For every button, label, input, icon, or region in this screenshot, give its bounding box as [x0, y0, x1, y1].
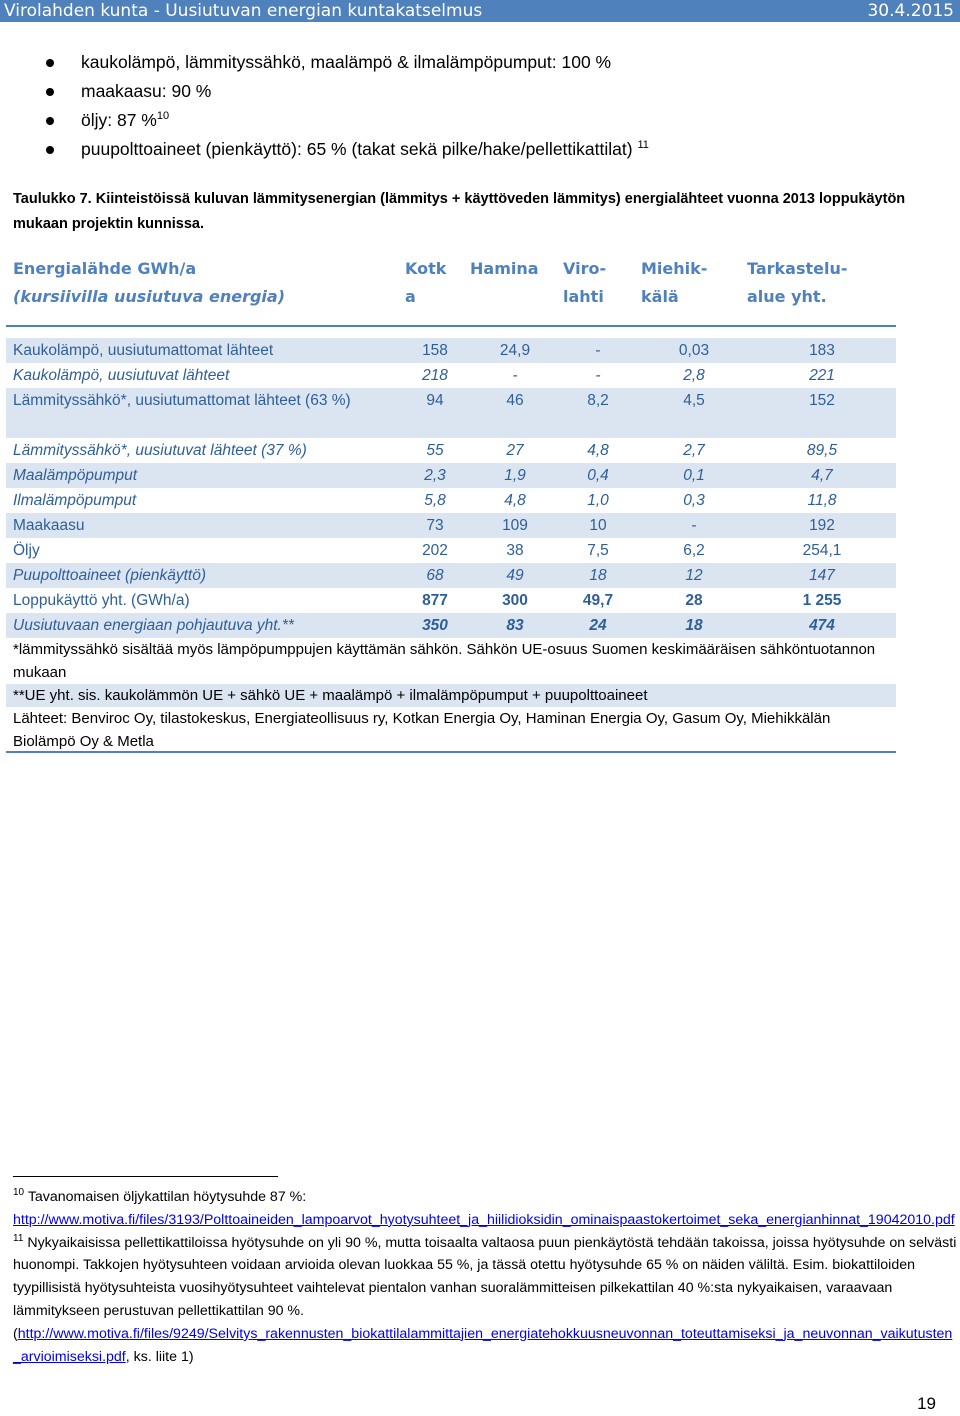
table-bottom-rule [6, 751, 896, 753]
efficiency-bullet-list [0, 48, 960, 164]
table-header [0, 255, 960, 317]
table-row: Maalämpöpumput 2,3 1,9 0,4 0,1 4,7 [6, 463, 896, 488]
bullet-item: kaukolämpö, lämmityssähkö, maalämpö & ilmalämpöpumput: 100 % [0, 48, 960, 77]
page-header [0, 0, 960, 22]
table-note: **UE yht. sis. kaukolämmön UE + sähkö UE + maalämpö + ilmalämpöpumput + puupolttoaineet [6, 684, 896, 707]
bullet-item: maakaasu: 90 % [0, 77, 960, 106]
table-row-renewable-total: Uusiutuvaan energiaan pohjautuva yht.** 350 83 24 18 474 [6, 613, 896, 638]
bullet-icon [46, 146, 54, 154]
table-row: Maakaasu 73 109 10 - 192 [6, 513, 896, 538]
header-date: 30.4.2015 [867, 1, 954, 21]
table-row: Kaukolämpö, uusiutuvat lähteet 218 - - 2,8 221 [13, 367, 835, 384]
table-note: *lämmityssähkö sisältää myös lämpöpumppujen käyttämän sähkön. Sähkön UE-osuus Suomen keskimääräisen sähköntuotannon mukaan [13, 641, 876, 681]
table-body [6, 338, 896, 638]
header-virolahti: Viro- lahti [563, 259, 607, 306]
footnote-11: $^{11}$ Nykyaikaisissa pellettikattiloissa hyötysuhde on yli 90 %, mutta toisaalta valtaosa puun pienkäytöstä tehdään takoissa, joissa hyötysuhde on selvästi huonompi. Takkojen hyötysuhteen voidaan arvioida olevan luokkaa 55 %, ja tässä otettu hyötysuhde 65 % on näiden väliltä. Esim. biokattiloiden tyypillisistä hyötysuhteista vuosihyötysuhteet vaihtelevat pientalon vanhan suoralämmitteisen pilkekattilan 40 %:sta nykyaikaisen, varaavaan lämmitykseen perustuvan pellettikattilan 90 %. (http://www.motiva.fi/files/9249/Selvitys_rakennusten_biokattilalammittajien_energiatehokkuusneuvonnan_toteuttamiseksi_ja_neuvonnan_vaikutusten_arvioimiseksi.pdf, ks. liite 1) [13, 1232, 957, 1365]
table-notes [6, 638, 896, 753]
table-row-total: Loppukäyttö yht. (GWh/a) 877 300 49,7 28 1 255 [13, 592, 842, 609]
table-caption: Taulukko 7. Kiinteistöissä kuluvan lämmitysenergian (lämmitys + käyttöveden lämmitys) energialähteet vuonna 2013 loppukäytön mukaan projektin kunnissa. [13, 191, 906, 232]
bullet-icon [46, 59, 54, 67]
footnote-11-link[interactable]: http://www.motiva.fi/files/9249/Selvitys_rakennusten_biokattilalammittajien_energiatehokkuusneuvonnan_toteuttamiseksi_ja_neuvonnan_vaikutusten_arvioimiseksi.pdf [13, 1325, 953, 1365]
header-title: Virolahden kunta - Uusiutuvan energian kuntakatselmus [4, 1, 483, 21]
bullet-item: öljy: 87 %$^{10}$ [0, 106, 960, 135]
header-miehikkala: Miehik- kälä [641, 259, 708, 306]
header-total-area: Tarkastelu- alue yht. [747, 259, 848, 306]
table-row: Kaukolämpö, uusiutumattomat lähteet 158 24,9 - 0,03 183 [6, 338, 896, 363]
table-sources: Lähteet: Benviroc Oy, tilastokeskus, Energiateollisuus ry, Kotkan Energia Oy, Haminan Energia Oy, Gasum Oy, Miehikkälän Biolämpö Oy & Metla [13, 710, 831, 750]
page-number: 19 [917, 1394, 936, 1413]
table-row: Ilmalämpöpumput 5,8 4,8 1,0 0,3 11,8 [13, 492, 837, 509]
table-row: Lämmityssähkö*, uusiutuvat lähteet (37 %) 55 27 4,8 2,7 89,5 [13, 442, 838, 459]
table-row: Puupolttoaineet (pienkäyttö) 68 49 18 12 147 [6, 563, 896, 588]
header-energy-source: Energialähde GWh/a (kursiivilla uusiutuva energia) [13, 259, 286, 306]
footnote-separator [13, 1176, 278, 1177]
header-kotka: Kotk a [405, 259, 447, 306]
bullet-icon [46, 117, 54, 125]
footnote-ref: 11 [637, 139, 649, 151]
table-row: Öljy 202 38 7,5 6,2 254,1 [13, 542, 842, 559]
header-divider [6, 325, 896, 327]
bullet-item: puupolttoaineet (pienkäyttö): 65 % (takat sekä pilke/hake/pellettikattilat) $^{11}$ [0, 135, 960, 164]
header-hamina: Hamina [470, 259, 539, 278]
footnote-10: $^{10}$ Tavanomaisen öljykattilan höytysuhde 87 %: http://www.motiva.fi/files/3193/Polttoaineiden_lampoarvot_hyotysuhteet_ja_hiilidioksidin_ominaispaastokertoimet_seka_energianhinnat_19042010.pdf [13, 1187, 955, 1228]
energy-table [0, 255, 960, 317]
footnote-10-link[interactable]: http://www.motiva.fi/files/3193/Polttoaineiden_lampoarvot_hyotysuhteet_ja_hiilidioksidin_ominaispaastokertoimet_seka_energianhinnat_19042010.pdf [13, 1211, 955, 1228]
footnotes [13, 1186, 958, 1368]
bullet-icon [46, 88, 54, 96]
table-row: Lämmityssähkö*, uusiutumattomat lähteet (63 %) 94 46 8,2 4,5 152 [6, 388, 896, 438]
footnote-ref: 10 [156, 110, 170, 122]
